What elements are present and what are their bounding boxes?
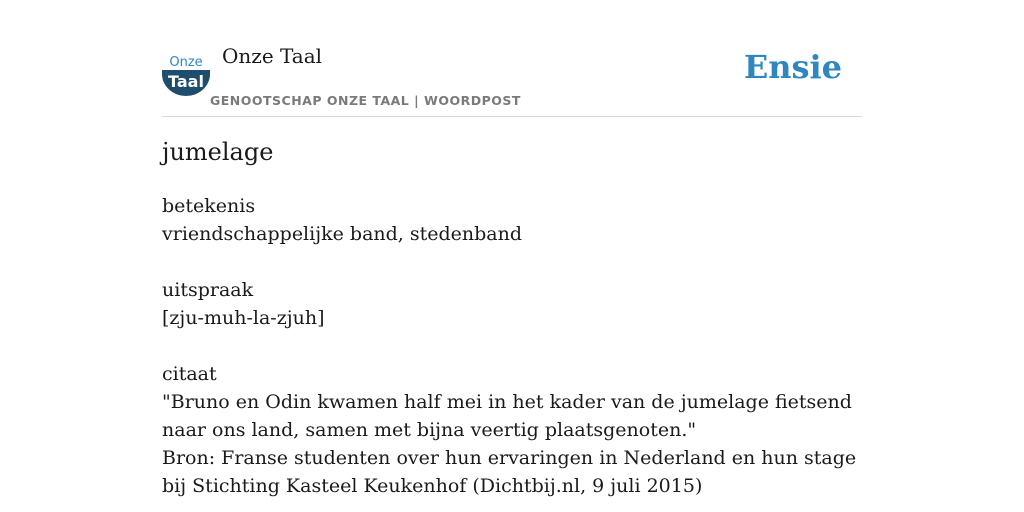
site-name[interactable]: Onze Taal <box>222 44 323 68</box>
entry-term: jumelage <box>162 138 274 166</box>
meaning-label: betekenis <box>162 195 256 217</box>
site-subtitle[interactable]: GENOOTSCHAP ONZE TAAL | WOORDPOST <box>210 93 521 108</box>
site-header <box>162 0 862 117</box>
quote-section <box>162 360 862 500</box>
logo-text-taal: Taal <box>168 72 204 91</box>
meaning-section <box>162 192 862 248</box>
pronunciation-text: [zju-muh-la-zjuh] <box>162 307 325 329</box>
quote-label: citaat <box>162 363 217 385</box>
onze-taal-logo[interactable] <box>162 54 210 96</box>
page <box>162 0 862 497</box>
logo-text-onze: Onze <box>169 55 203 70</box>
quote-source: Bron: Franse studenten over hun ervaringen in Nederland en hun stage bij Stichting Kasteel Keukenhof (Dichtbij.nl, 9 juli 2015) <box>162 447 857 497</box>
pronunciation-section <box>162 276 862 332</box>
pronunciation-label: uitspraak <box>162 279 254 301</box>
meaning-text: vriendschappelijke band, stedenband <box>162 223 523 245</box>
ensie-brand-link[interactable]: Ensie <box>743 48 842 86</box>
quote-text: "Bruno en Odin kwamen half mei in het kader van de jumelage fietsend naar ons land, samen met bijna veertig plaatsgenoten." <box>162 391 852 441</box>
